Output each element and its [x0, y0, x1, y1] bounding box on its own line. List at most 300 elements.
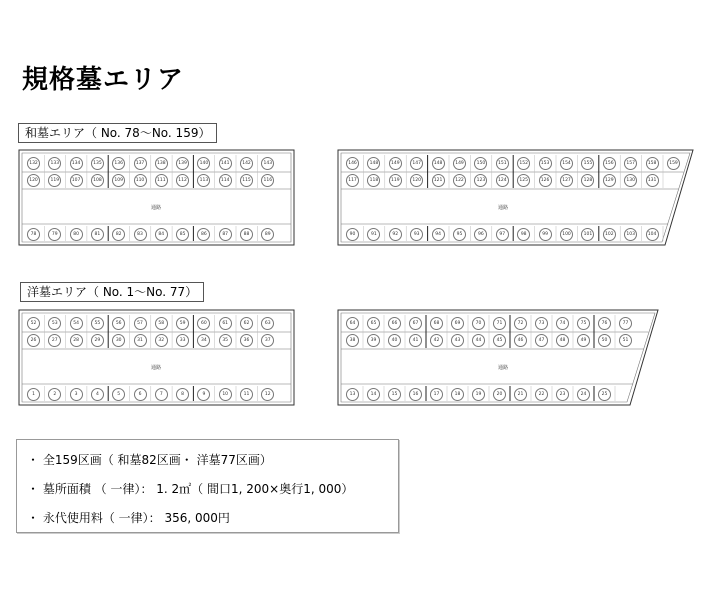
plot-number: 8 [176, 388, 189, 401]
plot-number: 55 [91, 317, 104, 330]
plot-number: 103 [624, 228, 637, 241]
yo-area-label: 洋墓エリア（ No. 1～No. 77） [20, 282, 204, 302]
plot-top [535, 317, 549, 331]
plot-number: 21 [514, 388, 527, 401]
plot-number: 31 [134, 334, 147, 347]
plot-number: 136 [112, 157, 125, 170]
plot-middle [197, 334, 211, 348]
plot-number: 36 [240, 334, 253, 347]
plot-number: 99 [539, 228, 552, 241]
plot-number: 47 [535, 334, 548, 347]
wa-right-block [338, 150, 693, 245]
plot-top [91, 157, 105, 171]
plot-top [134, 317, 148, 331]
plot-middle [346, 174, 360, 188]
plot-number: 138 [155, 157, 168, 170]
plot-middle [112, 334, 126, 348]
plot-bottom [240, 388, 254, 402]
plot-number: 76 [598, 317, 611, 330]
plot-top [453, 157, 467, 171]
plot-bottom [581, 228, 595, 242]
plot-number: 79 [48, 228, 61, 241]
plot-middle [619, 334, 633, 348]
plot-number: 83 [134, 228, 147, 241]
plot-number: 65 [367, 317, 380, 330]
plot-number: 45 [493, 334, 506, 347]
plot-bottom [560, 228, 574, 242]
plot-number: 154 [560, 157, 573, 170]
plot-middle [176, 334, 190, 348]
wa-area-label: 和墓エリア（ No. 78～No. 159） [18, 123, 217, 143]
plot-bottom [472, 388, 486, 402]
yo-right-block [338, 310, 658, 405]
plot-number: 54 [70, 317, 83, 330]
plot-top [410, 157, 424, 171]
plot-number: 30 [112, 334, 125, 347]
plot-middle [261, 334, 275, 348]
plot-top [219, 157, 233, 171]
plot-middle [134, 174, 148, 188]
plot-number: 128 [581, 174, 594, 187]
plot-middle [197, 174, 211, 188]
plot-number: 126 [539, 174, 552, 187]
plot-number: 13 [346, 388, 359, 401]
plot-number: 12 [261, 388, 274, 401]
plot-number: 14 [367, 388, 380, 401]
plot-middle [539, 174, 553, 188]
plot-bottom [219, 388, 233, 402]
plot-bottom [112, 388, 126, 402]
plot-number: 7 [155, 388, 168, 401]
plot-top [91, 317, 105, 331]
plot-top [48, 317, 62, 331]
plot-bottom [48, 388, 62, 402]
plot-bottom [155, 228, 169, 242]
plot-number: 140 [197, 157, 210, 170]
plot-number: 77 [619, 317, 632, 330]
plot-number: 119 [48, 174, 61, 187]
plot-number: 64 [346, 317, 359, 330]
plot-number: 118 [367, 174, 380, 187]
plot-number: 142 [240, 157, 253, 170]
plot-number: 148 [367, 157, 380, 170]
plot-number: 71 [493, 317, 506, 330]
plot-number: 139 [176, 157, 189, 170]
plot-number: 147 [410, 157, 423, 170]
plot-number: 68 [430, 317, 443, 330]
plot-number: 38 [346, 334, 359, 347]
plot-number: 156 [603, 157, 616, 170]
plot-middle [27, 174, 41, 188]
plot-number: 49 [577, 334, 590, 347]
plot-number: 87 [219, 228, 232, 241]
plot-top [389, 157, 403, 171]
plot-middle [430, 334, 444, 348]
plot-top [219, 317, 233, 331]
plot-bottom [155, 388, 169, 402]
plot-number: 32 [155, 334, 168, 347]
plot-number: 75 [577, 317, 590, 330]
plot-middle [70, 174, 84, 188]
plot-number: 135 [91, 157, 104, 170]
plot-middle [134, 334, 148, 348]
plot-top [514, 317, 528, 331]
plot-middle [219, 334, 233, 348]
plot-middle [517, 174, 531, 188]
plot-number: 16 [409, 388, 422, 401]
plot-top [517, 157, 531, 171]
plot-bottom [451, 388, 465, 402]
plot-number: 113 [197, 174, 210, 187]
plot-number: 48 [556, 334, 569, 347]
plot-number: 152 [517, 157, 530, 170]
plot-number: 107 [70, 174, 83, 187]
plot-number: 9 [197, 388, 210, 401]
plot-number: 123 [474, 174, 487, 187]
plot-number: 150 [474, 157, 487, 170]
plot-top [539, 157, 553, 171]
plot-top [430, 317, 444, 331]
plot-number: 60 [197, 317, 210, 330]
plot-middle [91, 174, 105, 188]
plot-middle [646, 174, 660, 188]
plot-bottom [176, 228, 190, 242]
plot-number: 44 [472, 334, 485, 347]
plot-middle [409, 334, 423, 348]
plot-bottom [539, 228, 553, 242]
plot-number: 81 [91, 228, 104, 241]
plot-number: 117 [346, 174, 359, 187]
plot-number: 101 [581, 228, 594, 241]
plot-number: 29 [91, 334, 104, 347]
plot-bottom [176, 388, 190, 402]
plot-number: 67 [409, 317, 422, 330]
plot-top [176, 317, 190, 331]
plot-number: 93 [410, 228, 423, 241]
plot-number: 137 [134, 157, 147, 170]
plot-bottom [70, 228, 84, 242]
plot-number: 18 [451, 388, 464, 401]
plot-bottom [430, 388, 444, 402]
plot-number: 108 [91, 174, 104, 187]
plot-number: 157 [624, 157, 637, 170]
plot-bottom [346, 228, 360, 242]
plot-middle [535, 334, 549, 348]
plot-number: 111 [155, 174, 168, 187]
plot-middle [346, 334, 360, 348]
plot-number: 95 [453, 228, 466, 241]
plot-number: 20 [493, 388, 506, 401]
plot-number: 41 [409, 334, 422, 347]
plot-middle [451, 334, 465, 348]
plot-top [240, 317, 254, 331]
plot-number: 127 [560, 174, 573, 187]
plot-bottom [624, 228, 638, 242]
plot-top [48, 157, 62, 171]
plot-middle [581, 174, 595, 188]
plot-top [27, 157, 41, 171]
plot-number: 62 [240, 317, 253, 330]
plot-middle [261, 174, 275, 188]
plot-number: 102 [603, 228, 616, 241]
plot-number: 146 [346, 157, 359, 170]
plot-top [577, 317, 591, 331]
plot-bottom [493, 388, 507, 402]
plot-number: 74 [556, 317, 569, 330]
plot-number: 56 [112, 317, 125, 330]
plot-number: 121 [432, 174, 445, 187]
plot-bottom [598, 388, 612, 402]
plot-middle [388, 334, 402, 348]
plot-number: 120 [410, 174, 423, 187]
plot-number: 155 [581, 157, 594, 170]
plot-number: 115 [240, 174, 253, 187]
plot-middle [603, 174, 617, 188]
info-usage-fee: ・ 永代使用料（ 一律）： 356, 000円 [27, 511, 230, 525]
plot-number: 92 [389, 228, 402, 241]
plot-bottom [646, 228, 660, 242]
plot-bottom [474, 228, 488, 242]
plot-middle [219, 174, 233, 188]
plot-number: 141 [219, 157, 232, 170]
plot-number: 134 [70, 157, 83, 170]
plot-top [598, 317, 612, 331]
plot-middle [367, 334, 381, 348]
plot-number: 34 [197, 334, 210, 347]
plot-middle [474, 174, 488, 188]
plot-number: 72 [514, 317, 527, 330]
plot-bottom [70, 388, 84, 402]
plot-number: 57 [134, 317, 147, 330]
plot-number: 80 [70, 228, 83, 241]
plot-number: 133 [48, 157, 61, 170]
plot-bottom [261, 228, 275, 242]
plot-middle [48, 334, 62, 348]
plot-number: 27 [48, 334, 61, 347]
plot-top [70, 157, 84, 171]
info-total-plots: ・ 全159区画（ 和墓82区画・ 洋墓77区画） [27, 453, 272, 467]
plot-top [624, 157, 638, 171]
plot-bottom [556, 388, 570, 402]
plot-number: 119 [389, 174, 402, 187]
plot-middle [155, 174, 169, 188]
plot-number: 66 [388, 317, 401, 330]
plot-number: 149 [453, 157, 466, 170]
plot-number: 143 [261, 157, 274, 170]
plot-number: 120 [27, 174, 40, 187]
plot-number: 148 [432, 157, 445, 170]
plot-number: 84 [155, 228, 168, 241]
plot-number: 63 [261, 317, 274, 330]
plot-bottom [197, 388, 211, 402]
plot-bottom [496, 228, 510, 242]
plot-number: 109 [112, 174, 125, 187]
plot-number: 61 [219, 317, 232, 330]
plot-number: 28 [70, 334, 83, 347]
plot-number: 46 [514, 334, 527, 347]
plot-number: 24 [577, 388, 590, 401]
plot-number: 96 [474, 228, 487, 241]
plot-middle [453, 174, 467, 188]
plot-number: 2 [48, 388, 61, 401]
plot-top [176, 157, 190, 171]
plot-top [155, 317, 169, 331]
plot-top [556, 317, 570, 331]
plot-number: 100 [560, 228, 573, 241]
plot-bottom [27, 388, 41, 402]
plot-number: 91 [367, 228, 380, 241]
plot-bottom [240, 228, 254, 242]
plot-middle [91, 334, 105, 348]
plot-number: 78 [27, 228, 40, 241]
plot-middle [410, 174, 424, 188]
yo-left-block [19, 310, 294, 405]
plot-bottom [453, 228, 467, 242]
plot-bottom [261, 388, 275, 402]
plot-number: 122 [453, 174, 466, 187]
info-box [16, 439, 399, 533]
plot-number: 39 [367, 334, 380, 347]
passage-label: 通路 [498, 205, 509, 211]
plot-number: 73 [535, 317, 548, 330]
plot-number: 86 [197, 228, 210, 241]
plot-top [27, 317, 41, 331]
plot-top [451, 317, 465, 331]
plot-bottom [27, 228, 41, 242]
plot-bottom [514, 388, 528, 402]
plot-middle [496, 174, 510, 188]
plot-top [112, 317, 126, 331]
plot-middle [240, 334, 254, 348]
plot-middle [493, 334, 507, 348]
plot-number: 131 [646, 174, 659, 187]
plot-top [667, 157, 681, 171]
plot-number: 151 [496, 157, 509, 170]
plot-number: 132 [27, 157, 40, 170]
plot-middle [48, 174, 62, 188]
plot-number: 10 [219, 388, 232, 401]
plot-bottom [112, 228, 126, 242]
plot-number: 25 [598, 388, 611, 401]
plot-middle [70, 334, 84, 348]
plot-number: 50 [598, 334, 611, 347]
plot-bottom [367, 388, 381, 402]
plot-top [496, 157, 510, 171]
plot-top [474, 157, 488, 171]
plot-middle [389, 174, 403, 188]
plot-number: 26 [27, 334, 40, 347]
plot-middle [27, 334, 41, 348]
plot-bottom [388, 388, 402, 402]
plot-bottom [219, 228, 233, 242]
plot-top [240, 157, 254, 171]
plot-top [346, 157, 360, 171]
plot-number: 153 [539, 157, 552, 170]
plot-number: 70 [472, 317, 485, 330]
plot-bottom [410, 228, 424, 242]
plot-number: 90 [346, 228, 359, 241]
plot-number: 52 [27, 317, 40, 330]
plot-number: 51 [619, 334, 632, 347]
plot-number: 125 [517, 174, 530, 187]
plot-top [603, 157, 617, 171]
plot-number: 42 [430, 334, 443, 347]
plot-number: 35 [219, 334, 232, 347]
plot-number: 17 [430, 388, 443, 401]
plot-middle [367, 174, 381, 188]
plot-bottom [535, 388, 549, 402]
plot-middle [556, 334, 570, 348]
plot-top [646, 157, 660, 171]
plot-number: 69 [451, 317, 464, 330]
plot-bottom [367, 228, 381, 242]
plot-number: 82 [112, 228, 125, 241]
plot-number: 116 [261, 174, 274, 187]
plot-top [261, 317, 275, 331]
plot-top [409, 317, 423, 331]
plot-top [261, 157, 275, 171]
plot-number: 11 [240, 388, 253, 401]
plot-number: 112 [176, 174, 189, 187]
plot-middle [577, 334, 591, 348]
plot-top [112, 157, 126, 171]
plot-top [581, 157, 595, 171]
plot-middle [598, 334, 612, 348]
plot-number: 5 [112, 388, 125, 401]
plot-number: 88 [240, 228, 253, 241]
plot-middle [432, 174, 446, 188]
plot-top [367, 317, 381, 331]
plot-bottom [517, 228, 531, 242]
plot-number: 89 [261, 228, 274, 241]
plot-number: 110 [134, 174, 147, 187]
plot-bottom [91, 388, 105, 402]
plot-bottom [91, 228, 105, 242]
plot-number: 130 [624, 174, 637, 187]
passage-label: 通路 [151, 365, 162, 371]
plot-number: 3 [70, 388, 83, 401]
plot-number: 158 [646, 157, 659, 170]
plot-bottom [346, 388, 360, 402]
plot-number: 6 [134, 388, 147, 401]
plot-number: 85 [176, 228, 189, 241]
plot-top [493, 317, 507, 331]
plot-top [560, 157, 574, 171]
plot-middle [155, 334, 169, 348]
plot-middle [514, 334, 528, 348]
plot-number: 37 [261, 334, 274, 347]
plot-bottom [134, 228, 148, 242]
wa-left-block [19, 150, 294, 245]
plot-bottom [389, 228, 403, 242]
plot-top [134, 157, 148, 171]
plot-middle [176, 174, 190, 188]
plot-number: 40 [388, 334, 401, 347]
plot-number: 124 [496, 174, 509, 187]
plot-number: 159 [667, 157, 680, 170]
page-title: 規格墓エリア [22, 65, 185, 95]
plot-top [197, 317, 211, 331]
plot-number: 114 [219, 174, 232, 187]
plot-top [346, 317, 360, 331]
plot-top [432, 157, 446, 171]
plot-bottom [577, 388, 591, 402]
passage-label: 通路 [151, 205, 162, 211]
plot-top [155, 157, 169, 171]
plot-bottom [197, 228, 211, 242]
plot-number: 149 [389, 157, 402, 170]
info-plot-area: ・ 墓所面積 （ 一律）： 1. 2㎡（ 間口1, 200×奥行1, 000） [27, 482, 354, 496]
